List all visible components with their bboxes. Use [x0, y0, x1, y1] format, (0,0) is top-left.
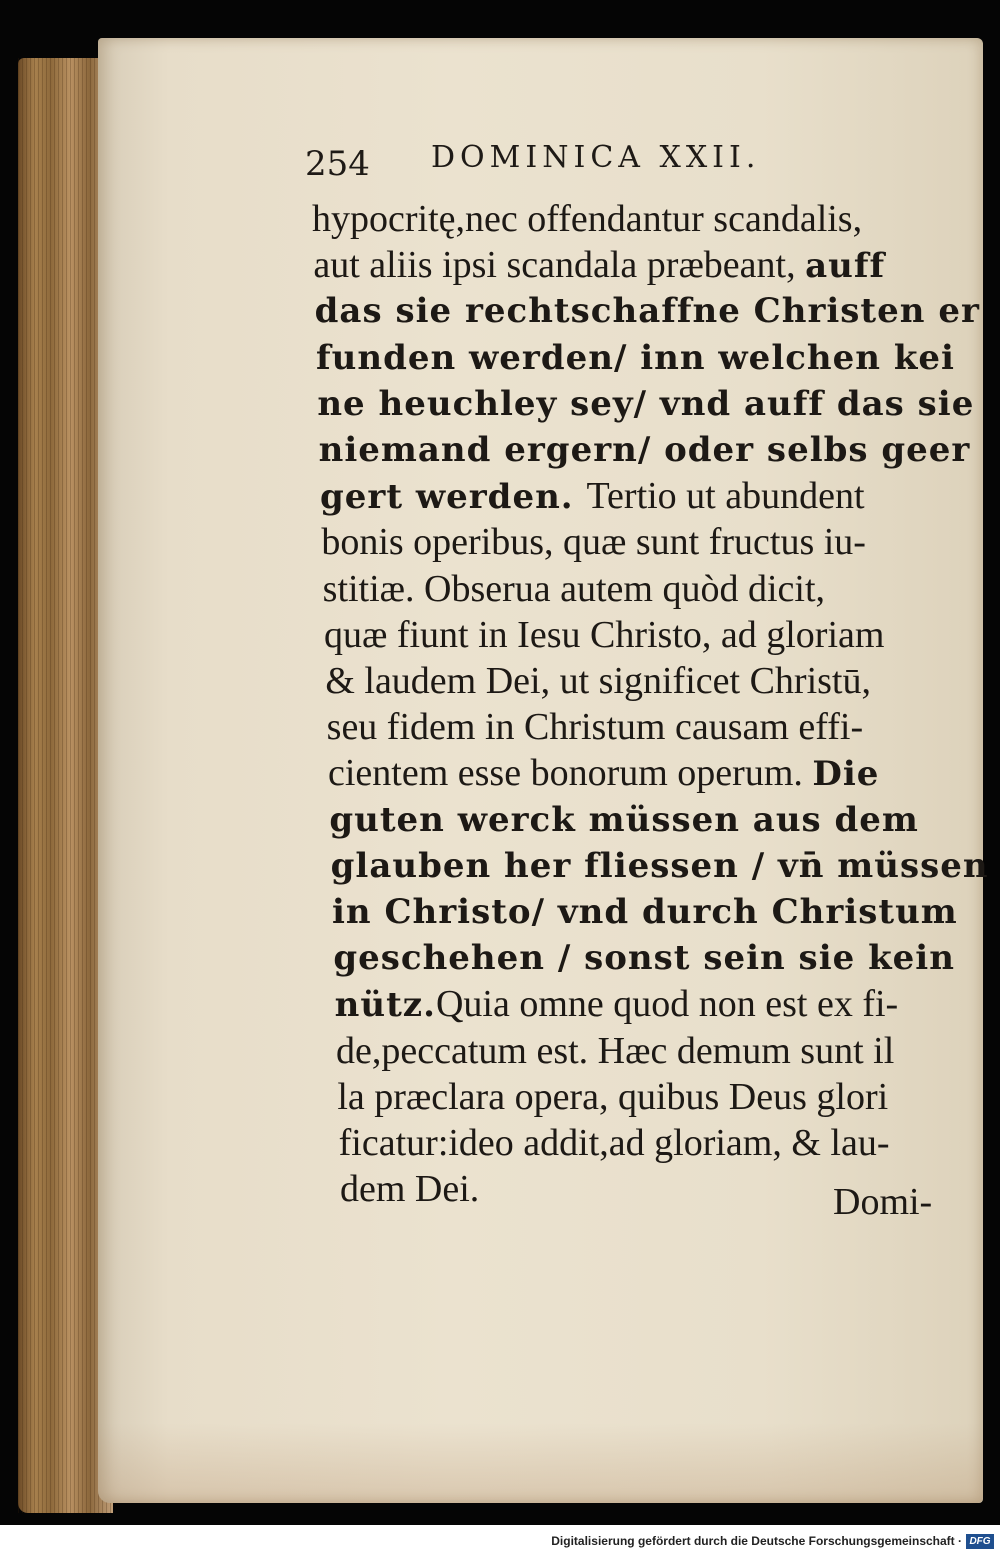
german-text-segment: das sie rechtschaffne Christen er — [314, 291, 980, 332]
text-line — [331, 843, 989, 889]
footer-bar — [0, 1525, 1000, 1555]
latin-text-segment: cientem esse bonorum operum. — [328, 752, 813, 795]
german-text-segment: niemand ergern/ oder selbs geer — [318, 430, 971, 470]
latin-text-segment: Tertio ut abundent — [586, 475, 865, 518]
latin-text-segment: dem Dei. — [340, 1168, 480, 1211]
latin-text-segment: & laudem Dei, ut significet Christū, — [325, 660, 871, 702]
german-text-segment: glauben her fliessen / vn̄ müssen — [330, 845, 989, 886]
latin-text-segment: de,peccatum est. Hæc demum sunt il — [336, 1029, 895, 1072]
german-text-segment: in Christo/ vnd durch Christum — [332, 892, 958, 932]
text-line — [320, 473, 865, 520]
german-text-segment: auff — [805, 246, 886, 287]
text-line — [313, 242, 885, 289]
text-line — [337, 1074, 888, 1121]
text-line — [329, 797, 919, 843]
text-line — [315, 288, 980, 334]
latin-text-segment: Quia omne quod non est ex fi- — [435, 983, 899, 1026]
german-text-segment: nütz. — [334, 985, 436, 1026]
german-text-segment: guten werck müssen aus dem — [329, 799, 919, 840]
german-text-segment: gert werden. — [320, 477, 587, 518]
text-line — [312, 196, 862, 243]
text-line — [317, 381, 974, 427]
german-text-segment: funden werden/ inn welchen kei — [316, 337, 955, 378]
latin-text-segment: hypocritę,nec offendantur scandalis, — [312, 198, 863, 240]
latin-text-segment: la præclara opera, quibus Deus glori — [337, 1075, 889, 1118]
latin-text-segment: quæ fiunt in Iesu Christo, ad gloriam — [324, 613, 885, 656]
latin-text-segment: stitiæ. Obserua autem quòd dicit, — [322, 567, 826, 610]
text-line — [325, 658, 871, 705]
text-line — [339, 1120, 890, 1167]
german-text-segment: Die — [812, 754, 880, 795]
latin-text-segment: ficatur:ideo addit,ad gloriam, & lau- — [338, 1122, 890, 1164]
text-line — [321, 519, 866, 566]
german-text-segment: geschehen / sonst sein sie kein — [333, 938, 955, 979]
text-line — [335, 981, 899, 1028]
text-line — [316, 335, 955, 381]
text-line — [332, 889, 958, 935]
text-line — [323, 566, 825, 613]
latin-text-segment: bonis operibus, quæ sunt fructus iu- — [321, 521, 866, 564]
dfg-logo-icon: DFG — [966, 1534, 994, 1549]
text-line — [340, 1166, 479, 1213]
page-number: 254 — [305, 144, 370, 184]
text-line — [327, 704, 863, 751]
text-line — [333, 935, 955, 981]
german-text-segment: ne heuchley sey/ vnd auff das sie — [317, 383, 975, 424]
page-header — [305, 140, 825, 190]
latin-text-segment: aut aliis ipsi scandala præbeant, — [313, 244, 806, 287]
footer-credit: Digitalisierung gefördert durch die Deutsche Forschungsgemeinschaft · — [551, 1534, 962, 1548]
text-line — [319, 427, 971, 473]
text-line — [336, 1028, 894, 1075]
running-title: DOMINICA XXII. — [431, 140, 761, 175]
catchword: Domi- — [833, 1181, 933, 1223]
latin-text-segment: seu fidem in Christum causam effi- — [326, 706, 864, 749]
text-line — [328, 750, 879, 797]
text-line — [324, 612, 884, 659]
